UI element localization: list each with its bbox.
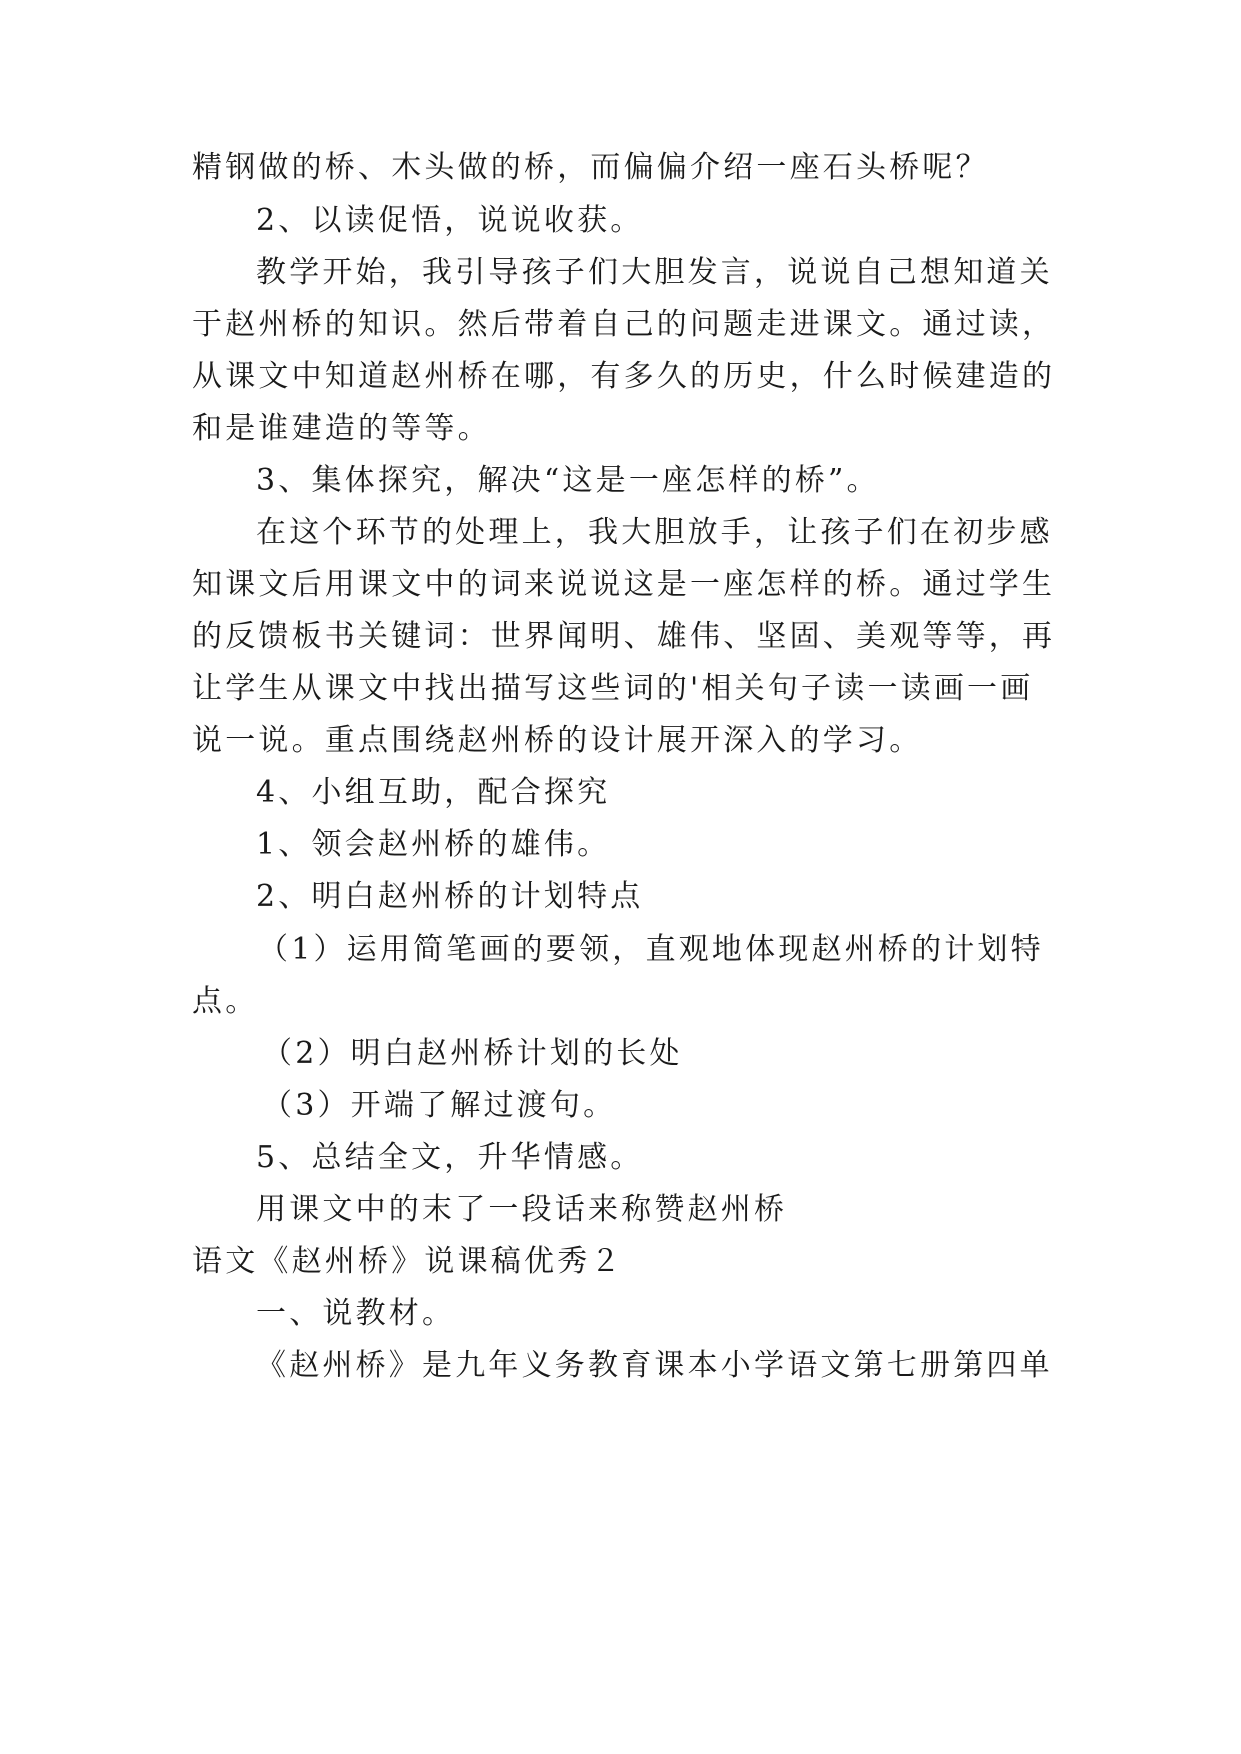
text-line-21: 用课文中的末了一段话来称赞赵州桥 <box>256 1192 788 1227</box>
text-line-2: 2、以读促悟，说说收获。 <box>256 203 644 238</box>
text-line-17: 点。 <box>192 984 259 1019</box>
text-line-19: （3）开端了解过渡句。 <box>262 1088 617 1123</box>
text-line-16: （1）运用简笔画的要领，直观地体现赵州桥的计划特 <box>258 932 1044 967</box>
section-heading: 语文《赵州桥》说课稿优秀２ <box>192 1244 624 1279</box>
text-line-15: 2、明白赵州桥的计划特点 <box>256 879 644 914</box>
text-line-8: 在这个环节的处理上，我大胆放手，让孩子们在初步感 <box>256 515 1053 550</box>
text-line-13: 4、小组互助，配合探究 <box>256 775 611 810</box>
text-line-18: （2）明白赵州桥计划的长处 <box>262 1036 683 1071</box>
text-line-24: 《赵州桥》是九年义务教育课本小学语文第七册第四单 <box>256 1348 1053 1383</box>
text-line-10: 的反馈板书关键词：世界闻明、雄伟、坚固、美观等等，再 <box>192 619 1056 654</box>
text-line-1: 精钢做的桥、木头做的桥，而偏偏介绍一座石头桥呢？ <box>192 150 989 185</box>
text-line-12: 说一说。重点围绕赵州桥的设计展开深入的学习。 <box>192 723 923 758</box>
text-line-20: 5、总结全文，升华情感。 <box>256 1140 644 1175</box>
text-line-9: 知课文后用课文中的词来说说这是一座怎样的桥。通过学生 <box>192 567 1056 602</box>
text-line-7: 3、集体探究，解决“这是一座怎样的桥”。 <box>256 463 880 498</box>
text-line-6: 和是谁建造的等等。 <box>192 411 491 446</box>
text-line-5: 从课文中知道赵州桥在哪，有多久的历史，什么时候建造的 <box>192 359 1056 394</box>
text-line-14: 1、领会赵州桥的雄伟。 <box>256 827 611 862</box>
text-line-11: 让学生从课文中找出描写这些词的'相关句子读一读画一画 <box>192 671 1034 706</box>
text-line-3: 教学开始，我引导孩子们大胆发言，说说自己想知道关 <box>256 255 1053 290</box>
text-line-23: 一、说教材。 <box>256 1296 456 1331</box>
text-line-4: 于赵州桥的知识。然后带着自己的问题走进课文。通过读， <box>192 307 1056 342</box>
